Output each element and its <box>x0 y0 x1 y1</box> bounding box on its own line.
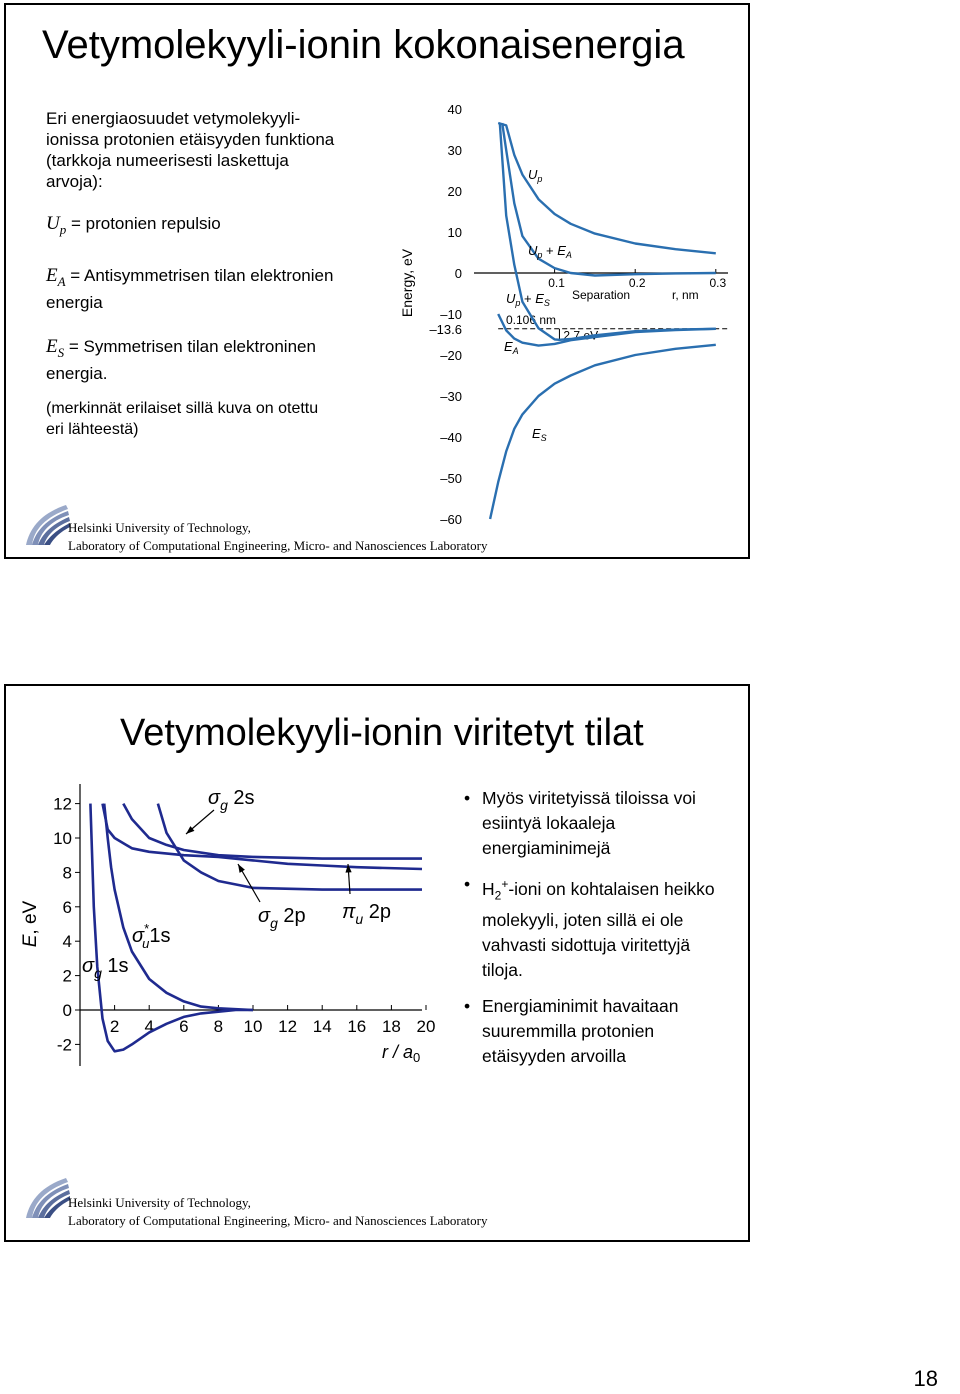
slide-title: Vetymolekyyli-ionin kokonaisenergia <box>42 23 685 67</box>
footer <box>68 519 487 555</box>
source-note: (merkinnät erilaiset sillä kuva on otettu eri lähteestä) <box>46 400 319 438</box>
energy-chart <box>376 93 736 539</box>
y-tick-label: 10 <box>447 225 462 240</box>
state-label: σ* u1s <box>132 921 171 951</box>
x-tick-label: 20 <box>416 1017 436 1036</box>
university-logo <box>22 501 72 547</box>
series-label: $U_p + E_S$ <box>506 291 550 308</box>
page-number: 18 <box>913 1366 938 1391</box>
x-tick-label: 10 <box>243 1017 263 1036</box>
state-label: $\sigma_g$ 2s <box>208 787 255 813</box>
y-tick-label: 20 <box>447 184 462 199</box>
series-label: $U_p + E_A$ <box>528 243 572 260</box>
y-tick-label: 0 <box>454 266 462 281</box>
series-line <box>158 804 422 890</box>
y-tick-label: 2 <box>62 966 72 986</box>
slide-2 <box>4 684 750 1242</box>
definition-up <box>46 213 366 240</box>
definition-ea <box>46 265 366 313</box>
y-axis-label: E, eV <box>20 900 41 948</box>
bullet-item: • $H_2^+$-ioni on kohtalaisen heikko molekyyli, joten sillä ei ole vahvasti sidottuja viritettyjä tiloja. <box>462 872 732 983</box>
arrow-head <box>238 864 245 873</box>
y-tick-label: –20 <box>440 348 462 363</box>
x-tick-label: 18 <box>381 1017 401 1036</box>
x-tick-label: 14 <box>312 1017 332 1036</box>
x-axis-label: r / $a_0$ <box>382 1042 421 1065</box>
y-tick-label: –40 <box>440 430 462 445</box>
x-tick-label: 0.2 <box>628 276 646 290</box>
series-line <box>123 804 422 859</box>
series-line <box>490 345 716 519</box>
x-axis-label: r, nm <box>672 288 699 302</box>
definition-text: = protonien repulsio <box>70 214 221 233</box>
arrow-head <box>345 864 351 873</box>
y-tick-label: –60 <box>440 512 462 527</box>
y-tick-label: -2 <box>56 1035 72 1055</box>
excited-states-chart <box>20 782 440 1072</box>
definition-text: = Symmetrisen tilan elektroninen energia. <box>46 337 316 383</box>
x-tick-label: 4 <box>144 1017 154 1036</box>
state-label: $\pi_u$ 2p <box>342 901 392 927</box>
state-label: $\sigma_g$ 1s <box>82 955 129 981</box>
y-tick-label: 8 <box>62 863 72 883</box>
y-tick-label: 4 <box>62 932 72 952</box>
definition-es <box>46 336 366 384</box>
bullet-item: • Energiaminimit havaitaan suuremmilla protonien etäisyyden arvoilla <box>462 994 732 1069</box>
y-tick-label: 12 <box>53 794 72 814</box>
slide-title: Vetymolekyyli-ionin viritetyt tilat <box>120 712 644 754</box>
y-tick-label: 0 <box>62 1001 72 1020</box>
y-tick-label: 40 <box>447 102 462 117</box>
symbol: $U_p$ <box>46 213 67 237</box>
university-logo <box>22 1174 72 1220</box>
footer-line-2: Laboratory of Computational Engineering, Micro- and Nanosciences Laboratory <box>68 1213 488 1228</box>
bullet-list <box>462 786 732 1080</box>
series-line <box>104 804 253 1010</box>
y-tick-label: –30 <box>440 389 462 404</box>
y-axis-label: Energy, eV <box>399 248 415 318</box>
y-tick-label: –13.6 <box>429 321 462 337</box>
x-tick-label: 2 <box>109 1017 120 1036</box>
series-line <box>498 123 716 253</box>
bullet-item: • Myös viritetyissä tiloissa voi esiintyä lokaaleja energiaminimejä <box>462 786 732 861</box>
y-tick-label: –10 <box>440 307 462 322</box>
state-label: $\sigma_g$ 2p <box>258 905 306 931</box>
y-tick-label: 30 <box>447 143 462 158</box>
x-tick-label: 6 <box>179 1017 189 1036</box>
well-depth-label: 2.7 eV <box>563 328 599 343</box>
symbol: $E_S$ <box>46 336 65 360</box>
y-tick-label: 6 <box>62 897 72 917</box>
x-tick-label: 12 <box>278 1017 298 1036</box>
footer-line-2: Laboratory of Computational Engineering, Micro- and Nanosciences Laboratory <box>68 538 488 553</box>
min-position-label: 0.106 nm <box>506 313 557 328</box>
series-label: $E_A$ <box>504 339 519 356</box>
series-line <box>500 123 716 343</box>
slide-1 <box>4 3 750 559</box>
footer-line-1: Helsinki University of Technology, <box>68 1195 251 1210</box>
definition-text: = Antisymmetrisen tilan elektronien energia <box>46 266 334 312</box>
x-tick-label: 0.1 <box>548 276 565 290</box>
footer <box>68 1194 487 1230</box>
x-tick-label: 8 <box>213 1017 224 1036</box>
y-tick-label: 10 <box>53 829 72 848</box>
series-label: $E_S$ <box>532 426 547 443</box>
footer-line-1: Helsinki University of Technology, <box>68 520 251 535</box>
x-tick-label: 16 <box>347 1017 367 1036</box>
intro-text: Eri energiaosuudet vetymolekyyli-ionissa protonien etäisyyden funktiona (tarkkoja numeerisesti laskettuja arvoja): <box>46 109 335 191</box>
symbol: $E_A$ <box>46 265 66 289</box>
x-tick-label: 0.3 <box>709 276 727 290</box>
separation-label: Separation <box>572 288 631 302</box>
y-tick-label: –50 <box>440 471 462 486</box>
series-label: $U_p$ <box>528 167 543 184</box>
